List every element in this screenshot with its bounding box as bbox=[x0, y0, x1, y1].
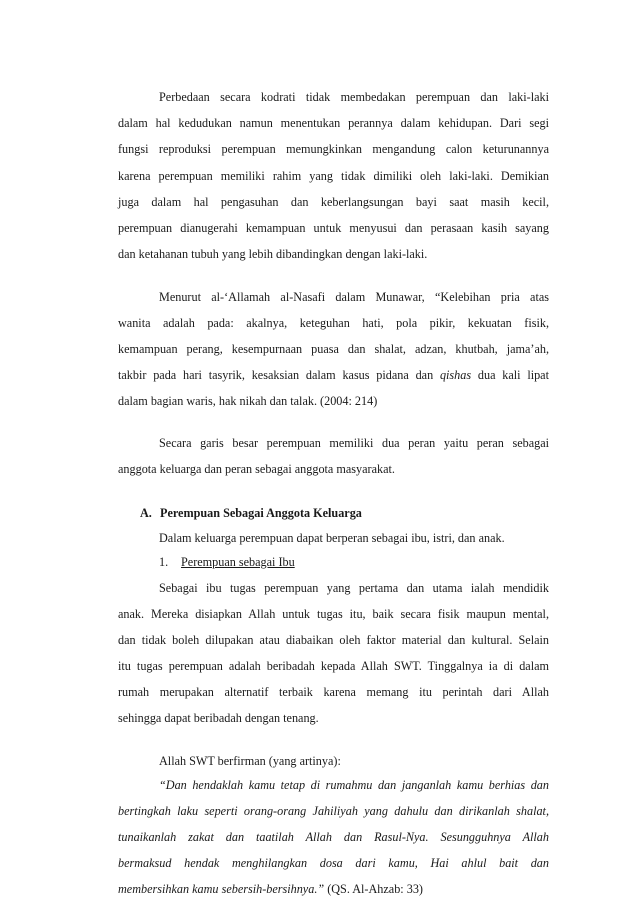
list-item-title: Perempuan sebagai Ibu bbox=[181, 555, 295, 569]
quote-text: “Dan hendaklah kamu tetap di rumahmu dan janganlah kamu berhias dan bbox=[159, 778, 549, 792]
paragraph-line: Sebagai ibu tugas perempuan yang pertama dan utama ialah mendidik bbox=[159, 581, 549, 595]
quote-line bbox=[159, 777, 549, 793]
text-run: takbir pada hari tasyrik, kesaksian dalam kasus pidana dan bbox=[118, 368, 440, 382]
paragraph-line: kemampuan perang, kesempurnaan puasa dan shalat, adzan, khutbah, jama’ah, bbox=[118, 342, 549, 356]
paragraph-line: sehingga dapat beribadah dengan tenang. bbox=[118, 711, 319, 725]
paragraph-line: juga dalam hal pengasuhan dan keberlangsungan bayi saat masih kecil, bbox=[118, 195, 549, 209]
section-intro: Dalam keluarga perempuan dapat berperan sebagai ibu, istri, dan anak. bbox=[159, 531, 505, 545]
quote-citation: (QS. Al-Ahzab: 33) bbox=[324, 882, 423, 896]
paragraph-line: anak. Mereka disiapkan Allah untuk tugas itu, baik secara fisik maupun mental, bbox=[118, 607, 549, 621]
quote-text: tunaikanlah zakat dan taatilah Allah dan Rasul-Nya. Sesungguhnya Allah bbox=[118, 830, 549, 844]
paragraph-line bbox=[118, 367, 549, 383]
paragraph-line: dalam hal kedudukan namun menentukan perannya dalam kehidupan. Dari segi bbox=[118, 116, 549, 130]
paragraph-line: dan ketahanan tubuh yang lebih dibandingkan dengan laki-laki. bbox=[118, 247, 428, 261]
paragraph-line: karena perempuan memiliki rahim yang tidak dimiliki oleh laki-laki. Demikian bbox=[118, 169, 549, 183]
paragraph-line: fungsi reproduksi perempuan memungkinkan mengandung calon keturunannya bbox=[118, 142, 549, 156]
text-run: dua kali lipat bbox=[471, 368, 549, 382]
paragraph-line: anggota keluarga dan peran sebagai anggota masyarakat. bbox=[118, 462, 395, 476]
paragraph-line: Secara garis besar perempuan memiliki dua peran yaitu peran sebagai bbox=[159, 436, 549, 450]
quote-text: bermaksud hendak menghilangkan dosa dari kamu, Hai ahlul bait dan bbox=[118, 856, 549, 870]
paragraph-line: perempuan dianugerahi kemampuan untuk menyusui dan perasaan kasih sayang bbox=[118, 221, 549, 235]
quote-line bbox=[118, 881, 549, 897]
paragraph-line: Menurut al-‘Allamah al-Nasafi dalam Munawar, “Kelebihan pria atas bbox=[159, 290, 549, 304]
list-item bbox=[159, 554, 295, 570]
section-title: Perempuan Sebagai Anggota Keluarga bbox=[160, 506, 362, 520]
quote-line bbox=[118, 855, 549, 871]
paragraph-line: Perbedaan secara kodrati tidak membedakan perempuan dan laki-laki bbox=[159, 90, 549, 104]
list-number: 1. bbox=[159, 555, 169, 569]
paragraph-line: rumah merupakan alternatif terbaik karena memang itu perintah dari Allah bbox=[118, 685, 549, 699]
quote-text: membersihkan kamu sebersih-bersihnya.” bbox=[118, 882, 325, 896]
paragraph-line: dalam bagian waris, hak nikah dan talak. (2004: 214) bbox=[118, 394, 378, 408]
paragraph-line: dan tidak boleh dilupakan atau diabaikan oleh faktor material dan kultural. Selain bbox=[118, 633, 549, 647]
italic-term: qishas bbox=[439, 368, 472, 382]
quote-intro: Allah SWT berfirman (yang artinya): bbox=[159, 754, 341, 768]
quote-line bbox=[118, 829, 549, 845]
paragraph-line: itu tugas perempuan adalah beribadah kepada Allah SWT. Tinggalnya ia di dalam bbox=[118, 659, 549, 673]
section-marker: A. bbox=[140, 506, 152, 520]
paragraph-line: wanita adalah pada: akalnya, keteguhan hati, pola pikir, kekuatan fisik, bbox=[118, 316, 549, 330]
quote-line bbox=[118, 803, 549, 819]
section-heading bbox=[140, 505, 362, 521]
quote-text: bertingkah laku seperti orang-orang Jahiliyah yang dahulu dan dirikanlah shalat, bbox=[118, 804, 549, 818]
